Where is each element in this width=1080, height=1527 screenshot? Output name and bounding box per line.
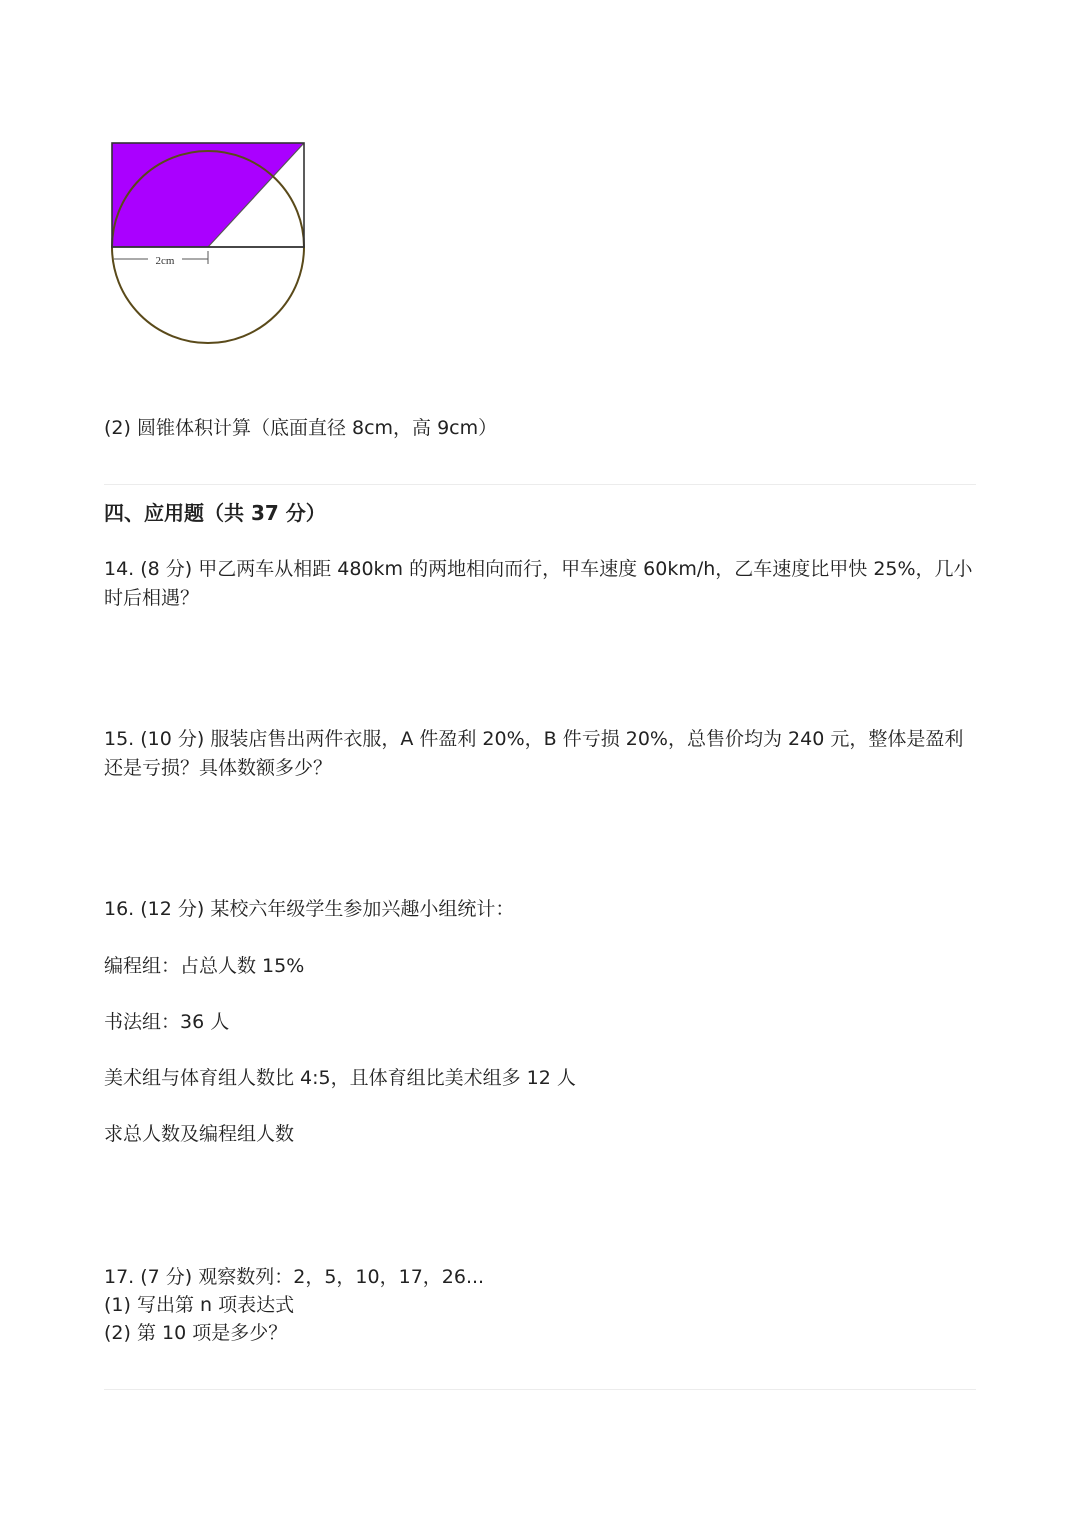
q13-part2: (2) 圆锥体积计算（底面直径 8cm，高 9cm）: [104, 417, 498, 439]
geometry-figure: [104, 138, 314, 356]
q16-line-art-sports: 美术组与体育组人数比 4:5，且体育组比美术组多 12 人: [104, 1067, 576, 1089]
dimension-label: 2cm: [155, 255, 175, 267]
q17-part2: (2) 第 10 项是多少？: [104, 1322, 288, 1344]
section-title: 四、应用题（共 37 分）: [104, 501, 326, 525]
question-14: 14. (8 分) 甲乙两车从相距 480km 的两地相向而行，甲车速度 60km/h，乙车速度比甲快 25%，几小时后相遇？: [104, 558, 973, 609]
q17-part1: (1) 写出第 n 项表达式: [104, 1294, 295, 1316]
shaded-region: [112, 143, 304, 247]
q16-line-ask: 求总人数及编程组人数: [104, 1123, 295, 1145]
question-15: 15. (10 分) 服装店售出两件衣服，A 件盈利 20%，B 件亏损 20%，总售价均为 240 元，整体是盈利还是亏损？具体数额多少？: [104, 728, 964, 779]
question-17-stem: 17. (7 分) 观察数列：2，5，10，17，26...: [104, 1266, 485, 1288]
divider: [104, 484, 976, 485]
q16-line-programming: 编程组：占总人数 15%: [104, 955, 305, 977]
divider-bottom: [104, 1389, 976, 1390]
question-16-stem: 16. (12 分) 某校六年级学生参加兴趣小组统计：: [104, 898, 515, 920]
q16-line-calligraphy: 书法组：36 人: [104, 1011, 230, 1033]
